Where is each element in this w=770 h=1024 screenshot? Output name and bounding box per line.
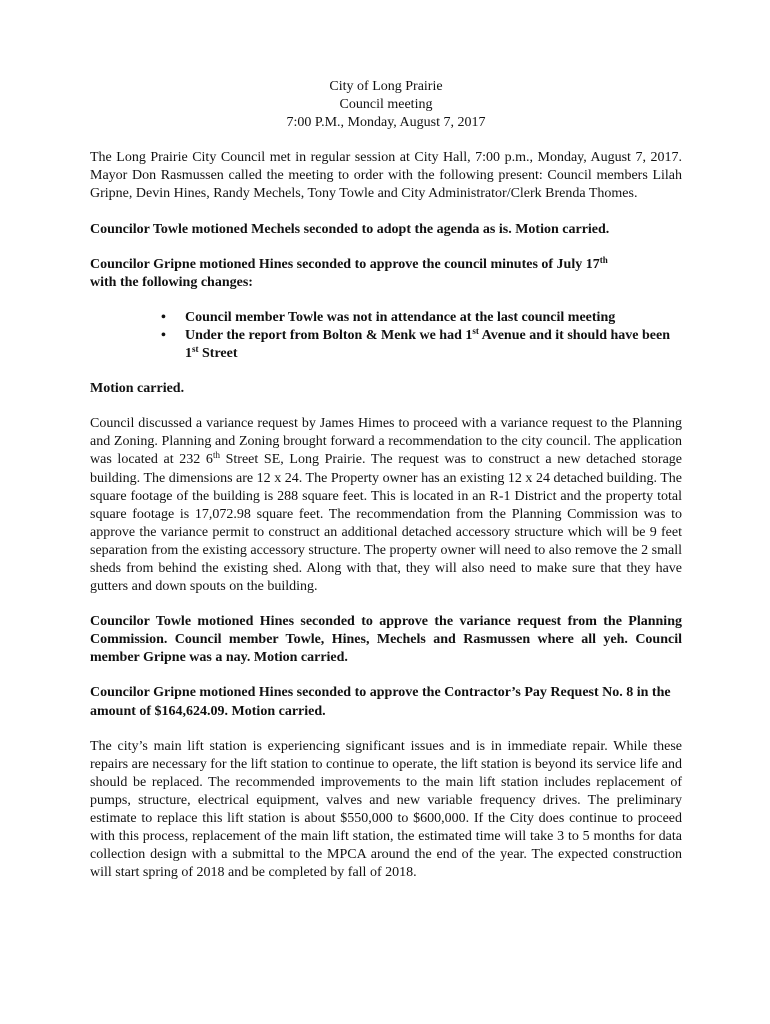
change-item-2-c: Street	[198, 346, 238, 362]
change-item-2-sup1: st	[472, 325, 479, 336]
changes-list	[90, 309, 682, 363]
document-header	[90, 78, 682, 132]
document-body	[90, 78, 682, 899]
change-item-2-b: Avenue and it should have been 1	[185, 327, 671, 362]
change-item-2-sup2: st	[192, 344, 199, 355]
header-city: City of Long Prairie	[329, 79, 443, 94]
motion-minutes	[90, 256, 682, 292]
change-item-1: Council member Towle was not in attendance at the last council meeting	[185, 309, 616, 325]
lift-station-paragraph: The city’s main lift station is experiencing significant issues and is in immediate repair. While these repairs are necessary for the lift station to continue to operate, the lift station is beyond its service life and should be replaced. The recommended improvements to the main lift station includes replacement of pumps, structure, electrical equipment, valves and new variable frequency drives. The preliminary estimate to replace this lift station is about $550,000 to $600,000. If the City does continue to proceed with this process, replacement of the main lift station, the estimated time will take 3 to 5 months for data collection design with a submittal to the MPCA around the end of the year. The expected construction will start spring of 2018 and be completed by fall of 2018.	[90, 738, 682, 881]
header-meeting: Council meeting	[339, 97, 433, 113]
motion-variance: Councilor Towle motioned Hines seconded to approve the variance request from the Planning Commission. Council member Towle, Hines, Mechels and Rasmussen where all yeh. Council member Gripne was a nay. Motion carried.	[90, 614, 682, 666]
intro-paragraph: The Long Prairie City Council met in regular session at City Hall, 7:00 p.m., Monday, August 7, 2017. Mayor Don Rasmussen called the meeting to order with the following present: Council members Lilah Gripne, Devin Hines, Randy Mechels, Tony Towle and City Administrator/Clerk Brenda Thomes.	[90, 150, 682, 202]
variance-sup: th	[212, 450, 220, 461]
motion-carried: Motion carried.	[90, 381, 185, 397]
header-datetime: 7:00 P.M., Monday, August 7, 2017	[286, 115, 486, 131]
variance-text-a: Council discussed a variance request by James Himes to proceed with a variance request to the Planning and Zoning. Planning and Zoning brought forward a recommendation to the city council. The application was located at 232 6	[90, 416, 682, 468]
motion-minutes-text-a: Councilor Gripne motioned Hines seconded to approve the council minutes of July 17	[90, 256, 600, 272]
motion-agenda: Councilor Towle motioned Mechels seconded to adopt the agenda as is. Motion carried.	[90, 221, 610, 237]
motion-minutes-sup: th	[599, 254, 608, 265]
list-item	[185, 309, 682, 327]
motion-minutes-text-b: with the following changes:	[90, 274, 253, 290]
motion-payrequest: Councilor Gripne motioned Hines seconded to approve the Contractor’s Pay Request No. 8 in the amount of $164,624.09. Motion carried.	[90, 685, 671, 719]
variance-text-b: Street SE, Long Prairie. The request was to construct a new detached storage building. The dimensions are 12 x 24. The Property owner has an existing 12 x 24 detached building. The square footage of the building is 288 square feet. This is located in an R-1 District and the property total square footage is 17,072.98 square feet. The recommendation from the Planning Commission was to approve the variance permit to construct an additional detached accessory structure which will be 9 feet separation from the existing accessory structure. The property owner will need to also remove the 2 small sheds from behind the existing shed. Along with that, they will also need to make sure that they have gutters and down spouts on the building.	[90, 452, 683, 595]
list-item	[185, 327, 682, 363]
change-item-2-a: Under the report from Bolton & Menk we had 1	[185, 327, 473, 343]
variance-paragraph	[90, 415, 682, 596]
